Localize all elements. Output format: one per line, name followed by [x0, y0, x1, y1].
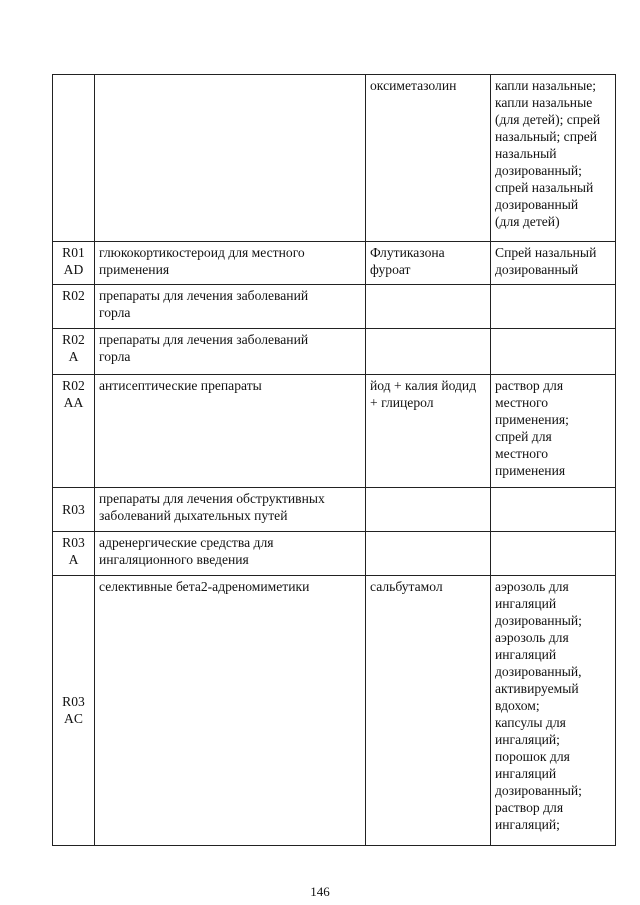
group-cell: селективные бета2-адреномиметики — [95, 576, 366, 846]
group-cell: препараты для лечения обструктивных заболеваний дыхательных путей — [95, 488, 366, 532]
table-row — [53, 576, 616, 846]
substance-cell: йод + калия йодид + глицерол — [366, 375, 491, 488]
table-row — [53, 329, 616, 375]
table-row — [53, 285, 616, 329]
atc-code-cell: R03 A — [53, 532, 95, 576]
group-cell: глюкокортикостероид для местного применения — [95, 242, 366, 285]
substance-cell: Флутиказона фуроат — [366, 242, 491, 285]
dosage-forms-cell — [491, 532, 616, 576]
atc-code-cell: R03 AC — [53, 576, 95, 846]
table-row — [53, 75, 616, 242]
atc-code-cell: R02 AA — [53, 375, 95, 488]
dosage-forms-cell: аэрозоль для ингаляций дозированный; аэрозоль для ингаляций дозированный, активируемый вдохом; капсулы для ингаляций; порошок для ингаляций дозированный; раствор для ингаляций; — [491, 576, 616, 846]
table-row — [53, 375, 616, 488]
atc-code-cell: R01 AD — [53, 242, 95, 285]
atc-code-cell: R02 — [53, 285, 95, 329]
substance-cell: оксиметазолин — [366, 75, 491, 242]
dosage-forms-cell — [491, 488, 616, 532]
group-cell: адренергические средства для ингаляционного введения — [95, 532, 366, 576]
table-row — [53, 242, 616, 285]
substance-cell: сальбутамол — [366, 576, 491, 846]
table-row — [53, 532, 616, 576]
page-number: 146 — [310, 884, 330, 899]
substance-cell — [366, 329, 491, 375]
substance-cell — [366, 285, 491, 329]
dosage-forms-cell — [491, 329, 616, 375]
substance-cell — [366, 488, 491, 532]
dosage-forms-cell — [491, 285, 616, 329]
dosage-forms-cell: Спрей назальный дозированный — [491, 242, 616, 285]
drug-classification-table — [52, 74, 616, 846]
table-row — [53, 488, 616, 532]
dosage-forms-cell: раствор для местного применения; спрей для местного применения — [491, 375, 616, 488]
group-cell: препараты для лечения заболеваний горла — [95, 285, 366, 329]
dosage-forms-cell: капли назальные; капли назальные (для детей); спрей назальный; спрей назальный дозированный; спрей назальный дозированный (для детей) — [491, 75, 616, 242]
group-cell: антисептические препараты — [95, 375, 366, 488]
atc-code-cell — [53, 75, 95, 242]
substance-cell — [366, 532, 491, 576]
atc-code-cell: R02 A — [53, 329, 95, 375]
group-cell: препараты для лечения заболеваний горла — [95, 329, 366, 375]
atc-code-cell: R03 — [53, 488, 95, 532]
group-cell — [95, 75, 366, 242]
